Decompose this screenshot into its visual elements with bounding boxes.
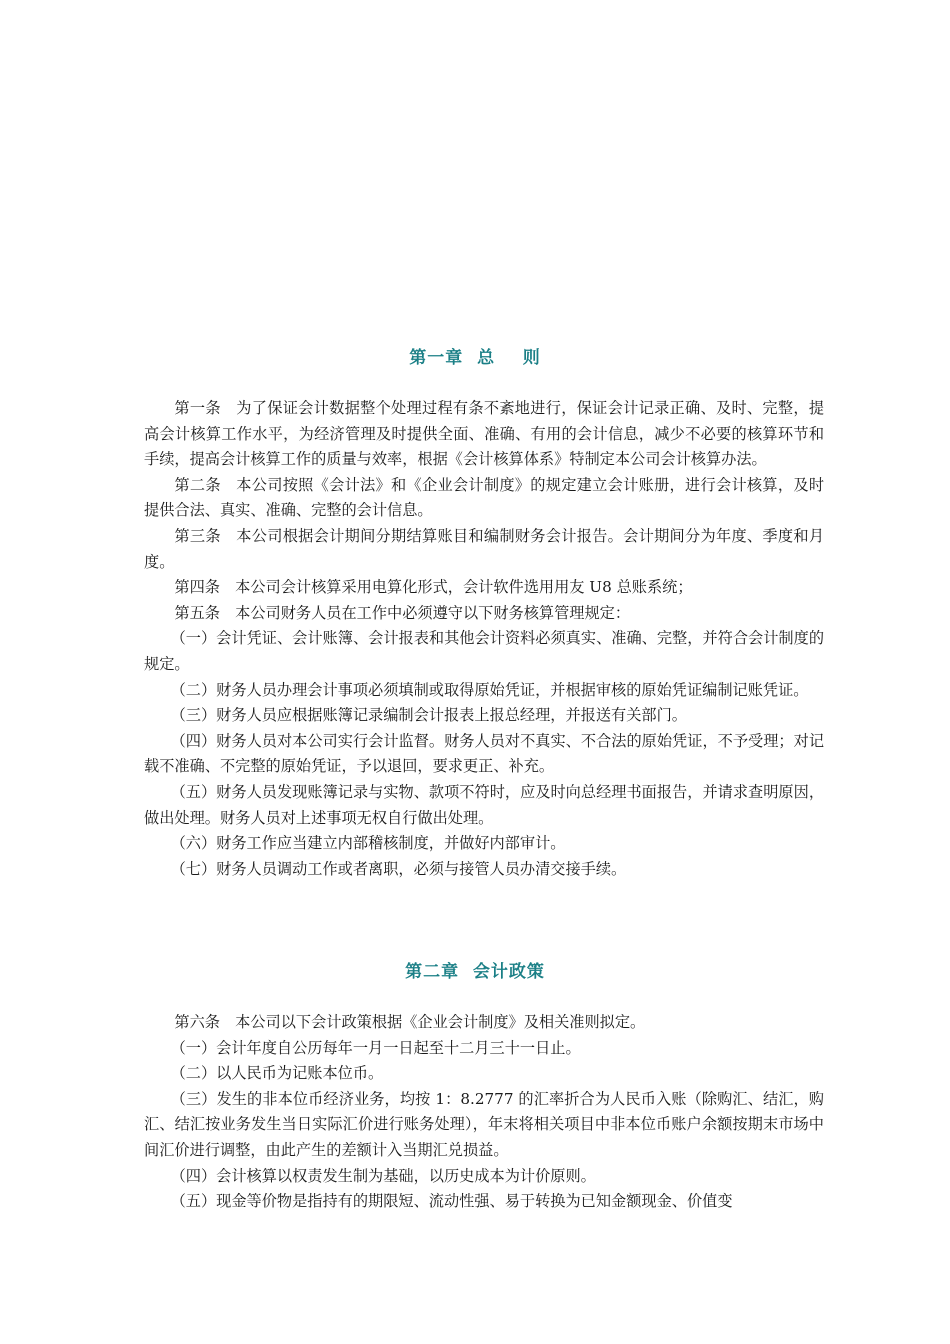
article-6-item-2: （二）以人民币为记账本位币。	[170, 1064, 384, 1083]
article-5-item-6: （六）财务工作应当建立内部稽核制度，并做好内部审计。	[170, 834, 566, 853]
article-6-item-1: （一）会计年度自公历每年一月一日起至十二月三十一日止。	[170, 1038, 581, 1057]
article-5: 第五条 本公司财务人员在工作中必须遵守以下财务核算管理规定：	[174, 603, 631, 622]
article-5-item-3: （三）财务人员应根据账簿记录编制会计报表上报总经理，并报送有关部门。	[170, 706, 687, 725]
article-1: 第一条 为了保证会计数据整个处理过程有条不紊地进行，保证会计记录正确、及时、完整，提高会计核算工作水平，为经济管理及时提供全面、准确、有用的会计信息，减少不必要的核算环节和手续，提高会计核算工作的质量与效率，根据《会计核算体系》特制定本公司会计核算办法。	[144, 399, 824, 469]
article-5-item-2: （二）财务人员办理会计事项必须填制或取得原始凭证，并根据审核的原始凭证编制记账凭证。	[170, 680, 809, 699]
article-5-item-5: （五）财务人员发现账簿记录与实物、款项不符时，应及时向总经理书面报告，并请求查明原因，做出处理。财务人员对上述事项无权自行做出处理。	[144, 782, 824, 827]
chapter-2-title: 第二章 会计政策	[405, 962, 545, 982]
article-6-item-3: （三）发生的非本位币经济业务，均按 1：8.2777 的汇率折合为人民币入账（除购汇、结汇，购汇、结汇按业务发生当日实际汇价进行账务处理），年末将相关项目中非本位币账户余额按期末市场中间汇价进行调整，由此产生的差额计入当期汇兑损益。	[144, 1089, 824, 1159]
article-4: 第四条 本公司会计核算采用电算化形式，会计软件选用用友 U8 总账系统；	[174, 578, 693, 597]
chapter-2-body	[144, 1010, 824, 1215]
article-5-item-1: （一）会计凭证、会计账簿、会计报表和其他会计资料必须真实、准确、完整，并符合会计制度的规定。	[144, 629, 824, 673]
article-6: 第六条 本公司以下会计政策根据《企业会计制度》及相关准则拟定。	[174, 1013, 646, 1031]
article-3: 第三条 本公司根据会计期间分期结算账目和编制财务会计报告。会计期间分为年度、季度和月度。	[144, 526, 824, 571]
chapter-1-title: 第一章 总 则	[409, 348, 541, 368]
article-6-item-4: （四）会计核算以权责发生制为基础，以历史成本为计价原则。	[170, 1166, 596, 1185]
article-5-item-4: （四）财务人员对本公司实行会计监督。财务人员对不真实、不合法的原始凭证，不予受理；对记载不准确、不完整的原始凭证，予以退回，要求更正、补充。	[144, 731, 824, 776]
article-6-item-5: （五）现金等价物是指持有的期限短、流动性强、易于转换为已知金额现金、价值变	[170, 1192, 733, 1211]
article-5-item-7: （七）财务人员调动工作或者离职，必须与接管人员办清交接手续。	[170, 859, 627, 878]
chapter-1-body	[144, 396, 824, 882]
article-2: 第二条 本公司按照《会计法》和《企业会计制度》的规定建立会计账册，进行会计核算，及时提供合法、真实、准确、完整的会计信息。	[144, 475, 824, 520]
